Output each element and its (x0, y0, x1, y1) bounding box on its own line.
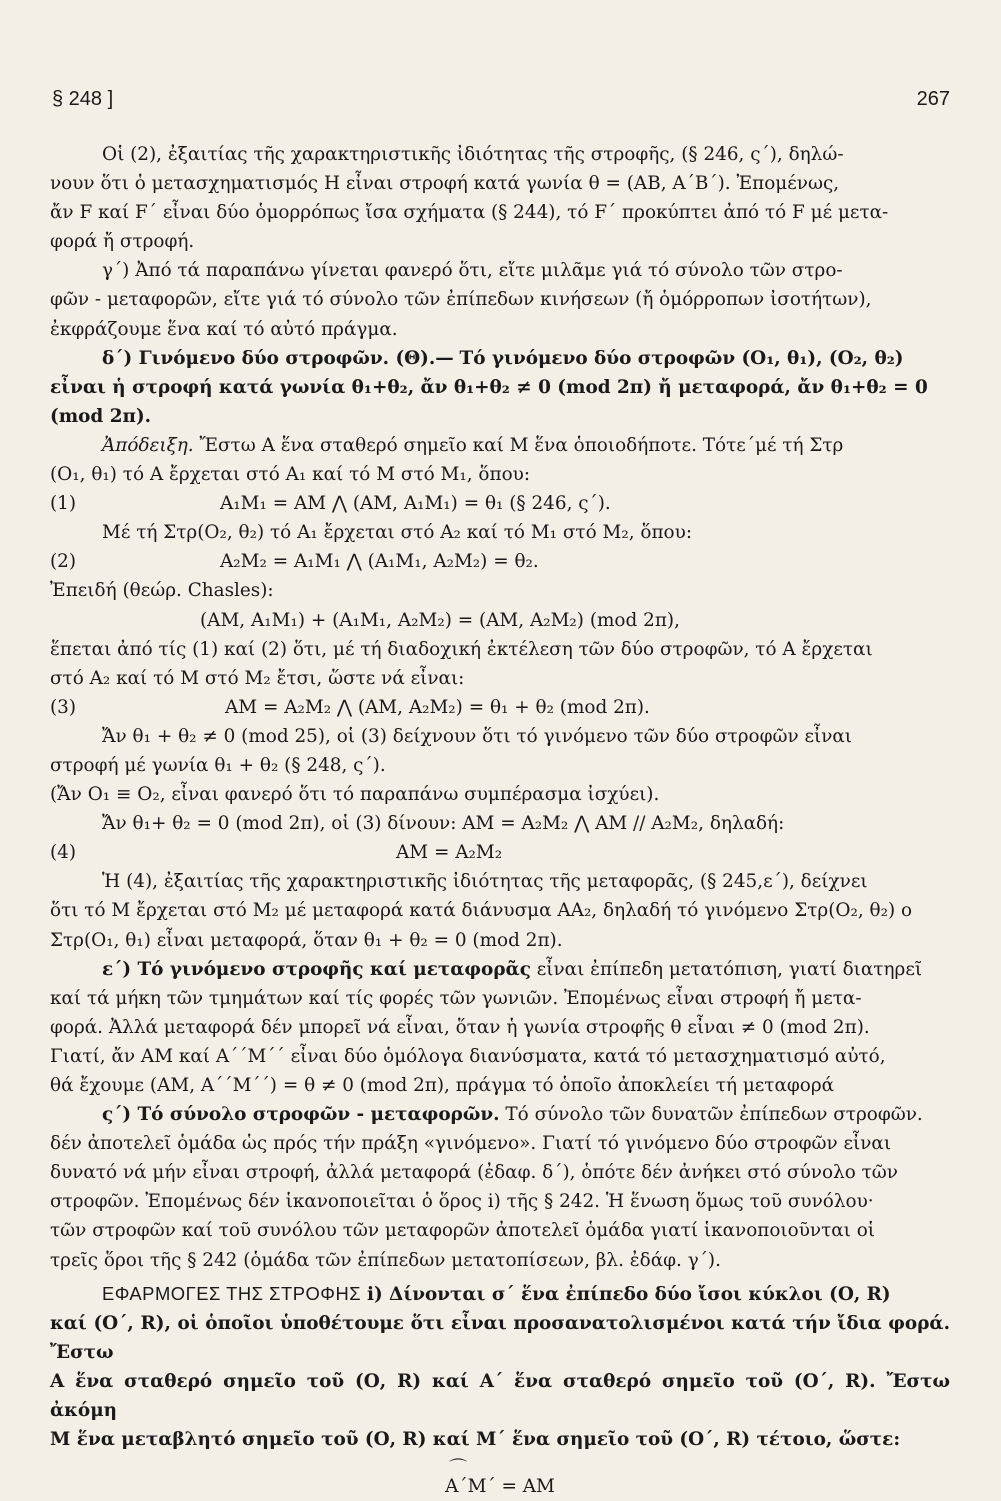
theorem-statement (50, 344, 950, 373)
equation-text: (AM, A₁M₁) + (A₁M₁, A₂M₂) = (AM, A₂M₂) (mod 2π), (200, 609, 680, 631)
application-text: Μ ἕνα μεταβλητό σημεῖο τοῦ (Ο, R) καί Μ΄ ἕνα σημεῖο τοῦ (Ο΄, R) τέτοιο, ὥστε: (50, 1429, 901, 1451)
section-text: Τό σύνολο τῶν δυνατῶν ἐπίπεδων στροφῶν. (505, 1104, 923, 1126)
text-line: φῶν - μεταφορῶν, εἴτε γιά τό σύνολο τῶν ἐπίπεδων κινήσεων (ἤ ὁμόρροπων ἰσοτήτων), (50, 289, 872, 311)
equation-text: A₂M₂ = A₁M₁ ⋀ (A₁M₁, A₂M₂) = θ₂. (220, 551, 539, 573)
text-line: ἐκφράζουμε ἕνα καί τό αὐτό πράγμα. (50, 318, 398, 340)
application-text: i) Δίνονται σ΄ ἕνα ἐπίπεδο δύο ἴσοι κύκλοι (Ο, R) (366, 1283, 891, 1305)
proof-line: Ἡ (4), ἐξαιτίας τῆς χαρακτηριστικῆς ἰδιότητας τῆς μεταφορᾶς, (§ 245,ε΄), δείχνει (102, 871, 868, 893)
text-line: δυνατό νά μήν εἶναι στροφή, ἀλλά μεταφορά (ἐδαφ. δ΄), ὁπότε δέν ἀνήκει στό σύνολο τῶν (50, 1162, 898, 1184)
text-line: Γιατί, ἄν AM καί A΄΄M΄΄ εἶναι δύο ὁμόλογα διανύσματα, κατά τό μετασχηματισμό αὐτό, (50, 1045, 886, 1067)
page-body (50, 140, 950, 1501)
text-line: θά ἔχουμε (AM, A΄΄M΄΄) = θ ≠ 0 (mod 2π), πράγμα τό ὁποῖο ἀποκλείει τή μεταφορά (50, 1075, 835, 1096)
proof-line: στροφή μέ γωνία θ₁ + θ₂ (§ 248, ς΄). (50, 754, 386, 776)
proof-line: στό Α₂ καί τό Μ στό Μ₂ ἔτσι, ὥστε νά εἶναι: (50, 667, 465, 689)
section-title: ε΄) Τό γινόμενο στροφῆς καί μεταφορᾶς (102, 958, 531, 980)
section-reference: § 248 ] (52, 88, 114, 110)
text-line: ἄν F καί F΄ εἶναι δύο ὁμορρόπως ἴσα σχήματα (§ 244), τό F΄ προκύπτει ἀπό τό F μέ μετα- (50, 202, 889, 224)
proof-line: Στρ(Ο₁, θ₁) εἶναι μεταφορά, ὅταν θ₁ + θ₂ = 0 (mod 2π). (50, 929, 563, 951)
applications-section (50, 1279, 950, 1309)
proof-line: Ἄν θ₁+ θ₂ = 0 (mod 2π), οἱ (3) δίνουν: AM = A₂M₂ ⋀ AM // A₂M₂, δηλαδή: (102, 813, 785, 835)
text-line: καί τά μήκη τῶν τμημάτων καί τίς φορές τῶν γωνιῶν. Ἐπομένως εἶναι στροφή ἤ μετα- (50, 987, 862, 1009)
equation-3 (50, 693, 950, 722)
application-text: Α ἕνα σταθερό σημεῖο τοῦ (Ο, R) καί Α΄ ἕνα σταθερό σημεῖο τοῦ (Ο΄, R). Ἔστω ἀκόμη (50, 1370, 950, 1422)
text-line: τῶν στροφῶν καί τοῦ συνόλου τῶν μεταφορῶν ἀποτελεῖ ὁμάδα γιατί ἱκανοποιοῦνται οἱ (50, 1220, 876, 1242)
equation-label: (2) (50, 551, 77, 573)
application-text: καί (Ο΄, R), οἱ ὁποῖοι ὑποθέτουμε ὅτι εἶναι προσανατολισμένοι κατά τήν ἴδια φορά. Ἔστω (50, 1312, 950, 1363)
final-equation (50, 1472, 950, 1501)
proof-text: Ἔστω Α ἕνα σταθερό σημεῖο καί Μ ἕνα ὁποιοδήποτε. Τότε΄μέ τή Στρ (199, 434, 844, 456)
equation-1 (50, 489, 950, 518)
text-line: φορά ἤ στροφή. (50, 231, 195, 253)
equation-text: AM = A₂M₂ ⋀ (AM, A₂M₂) = θ₁ + θ₂ (mod 2π). (225, 696, 650, 718)
equation-label: (4) (50, 842, 77, 864)
arc-equation: ⌒ A΄M΄ = AM (445, 1472, 555, 1501)
equation-text: A₁M₁ = AM ⋀ (AM, A₁M₁) = θ₁ (§ 246, ς΄). (220, 493, 611, 515)
theorem-title: δ΄) Γινόμενο δύο στροφῶν. (Θ).— (102, 347, 454, 369)
proof-line: (Ἄν Ο₁ ≡ Ο₂, εἶναι φανερό ὅτι τό παραπάνω συμπέρασμα ἰσχύει). (50, 784, 660, 806)
section-text: εἶναι ἐπίπεδη μετατόπιση, γιατί διατηρεῖ (536, 958, 923, 980)
text-line: τρεῖς ὅροι τῆς § 242 (ὁμάδα τῶν ἐπίπεδων μετατοπίσεων, βλ. ἐδάφ. γ΄). (50, 1249, 721, 1271)
proof-line: Μέ τή Στρ(Ο₂, θ₂) τό Α₁ ἔρχεται στό Α₂ καί τό Μ₁ στό Μ₂, ὅπου: (102, 522, 693, 544)
equation-chasles (50, 606, 950, 635)
proof-label: Ἀπόδειξη. (102, 434, 194, 456)
equation-label: (3) (50, 696, 77, 718)
theorem-text: εἶναι ἡ στροφή κατά γωνία θ₁+θ₂, ἄν θ₁+θ₂ ≠ 0 (mod 2π) ἤ μεταφορά, ἄν θ₁+θ₂ = 0 (50, 376, 928, 398)
section-title: ς΄) Τό σύνολο στροφῶν - μεταφορῶν. (102, 1104, 500, 1126)
proof-line: ὅτι τό Μ ἔρχεται στό Μ₂ μέ μεταφορά κατά διάνυσμα AA₂, δηλαδή τό γινόμενο Στρ(Ο₂, θ₂) ο (50, 900, 913, 922)
text-line: δέν ἀποτελεῖ ὁμάδα ὡς πρός τήν πράξη «γινόμενο». Γιατί τό γινόμενο δύο στροφῶν εἶναι (50, 1133, 892, 1155)
text-line: Οἱ (2), ἐξαιτίας τῆς χαρακτηριστικῆς ἰδιότητας τῆς στροφῆς, (§ 246, ς΄), δηλώ- (102, 144, 844, 165)
text-line: νουν ὅτι ὁ μετασχηματισμός Η εἶναι στροφή κατά γωνία θ = (AB, A΄B΄). Ἐπομένως, (50, 173, 840, 195)
equation-2 (50, 547, 950, 576)
equation-label: (1) (50, 493, 77, 515)
proof-line (50, 431, 950, 460)
proof-line: Ἄν θ₁ + θ₂ ≠ 0 (mod 25), οἱ (3) δείχνουν ὅτι τό γινόμενο τῶν δύο στροφῶν εἶναι (102, 725, 853, 747)
text-line: στροφῶν. Ἐπομένως δέν ἱκανοποιεῖται ὁ ὅρος i) τῆς § 242. Ἡ ἕνωση ὅμως τοῦ συνόλου· (50, 1191, 874, 1213)
equation-text: AM = A₂M₂ (396, 842, 503, 864)
applications-heading: ΕΦΑΡΜΟΓΕΣ ΤΗΣ ΣΤΡΟΦΗΣ (102, 1282, 362, 1304)
page-number: 267 (916, 88, 950, 110)
equation-4 (50, 838, 950, 867)
proof-line: ἕπεται ἀπό τίς (1) καί (2) ὅτι, μέ τή διαδοχική ἐκτέλεση τῶν δύο στροφῶν, τό Α ἔρχεται (50, 638, 873, 660)
theorem-text: (mod 2π). (50, 405, 152, 427)
text-line: γ΄) Ἀπό τά παραπάνω γίνεται φανερό ὅτι, εἴτε μιλᾶμε γιά τό σύνολο τῶν στρο- (102, 260, 843, 282)
proof-line: Ἐπειδή (θεώρ. Chasles): (50, 580, 274, 602)
section-epsilon (50, 955, 950, 984)
theorem-text: Τό γινόμενο δύο στροφῶν (Ο₁, θ₁), (Ο₂, θ₂) (459, 347, 904, 369)
proof-line: (Ο₁, θ₁) τό Α ἔρχεται στό Α₁ καί τό Μ στό Μ₁, ὅπου: (50, 464, 531, 486)
text-line: φορά. Ἀλλά μεταφορά δέν μπορεῖ νά εἶναι, ὅταν ἡ γωνία στροφῆς θ εἶναι ≠ 0 (mod 2π). (50, 1016, 870, 1038)
section-zeta (50, 1100, 950, 1129)
